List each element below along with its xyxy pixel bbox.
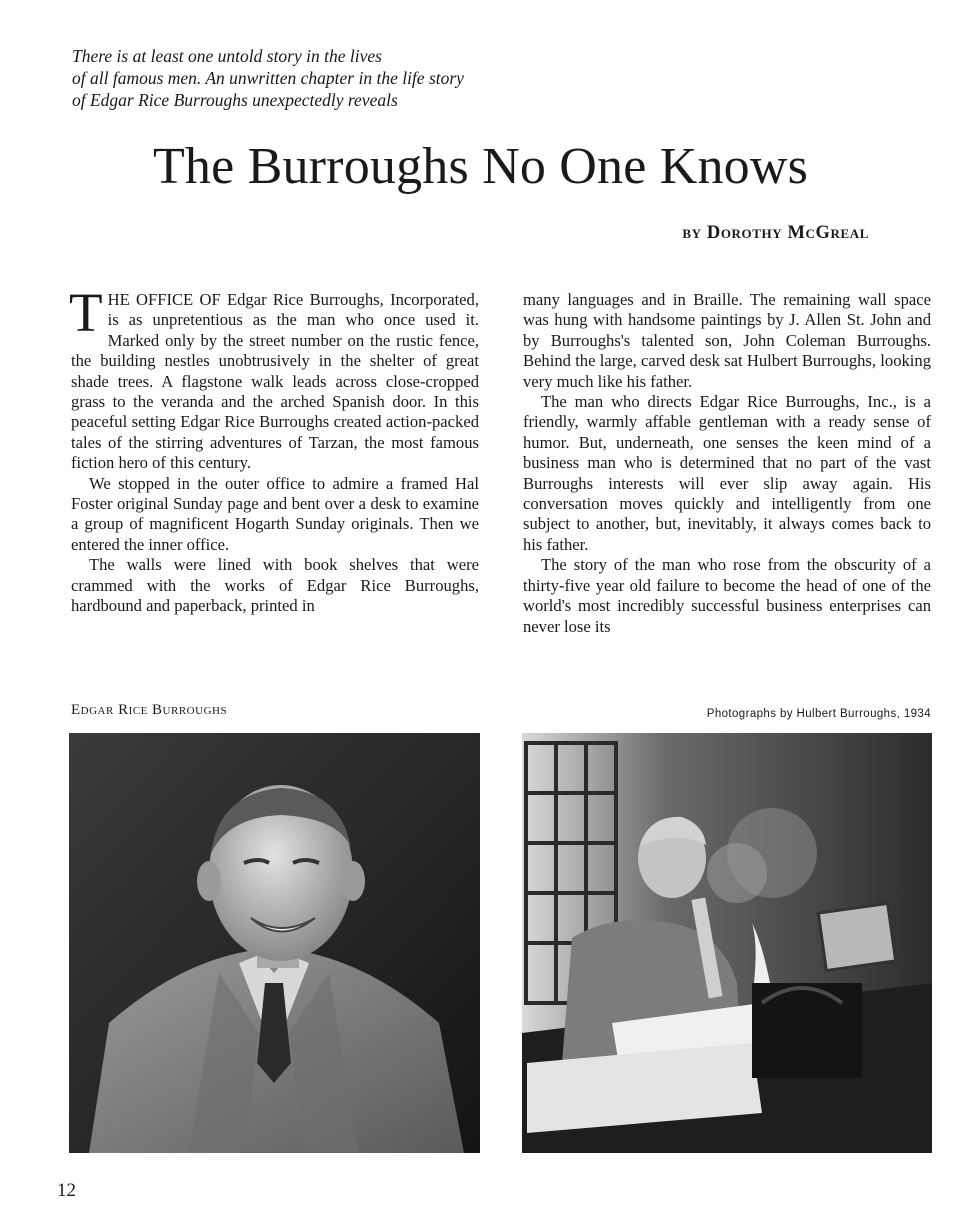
paragraph: The man who directs Edgar Rice Burroughs, Inc., is a friendly, warmly affable gentleman with a ready sense of humor. But, underneath, one senses the keen mind of a business man who is determined that no part of the vast Burroughs interests will ever slip away again. His conversation moves quickly and intelligently from one subject to another, but, inevitably, it always comes back to his father. bbox=[523, 392, 931, 554]
office-photo bbox=[522, 733, 932, 1153]
portrait-photo-image bbox=[69, 733, 480, 1153]
paragraph: We stopped in the outer office to admire a framed Hal Foster original Sunday page and bent over a desk to examine a group of magnificent Hogarth Sunday originals. Then we entered the inner office. bbox=[71, 473, 479, 554]
paragraph: many languages and in Braille. The remaining wall space was hung with handsome paintings by J. Allen St. John and by Burroughs's talented son, John Coleman Burroughs. Behind the large, carved desk sat Hulbert Burroughs, looking very much like his father. bbox=[523, 290, 931, 391]
office-photo-image bbox=[522, 733, 932, 1153]
text-column-left bbox=[69, 282, 479, 617]
drop-cap: T bbox=[69, 282, 103, 343]
paragraph: The walls were lined with book shelves that were crammed with the works of Edgar Rice Burroughs, hardbound and paperback, printed in bbox=[71, 555, 479, 616]
intro-line: There is at least one untold story in the lives bbox=[72, 46, 382, 66]
paragraph bbox=[69, 282, 479, 474]
photo-credit: Photographs by Hulbert Burroughs, 1934 bbox=[706, 708, 931, 720]
intro-line: of all famous men. An unwritten chapter in the life story bbox=[72, 68, 464, 88]
page-number: 12 bbox=[57, 1180, 76, 1201]
photo-caption: Edgar Rice Burroughs bbox=[71, 702, 228, 718]
byline: by Dorothy McGreal bbox=[682, 223, 869, 243]
intro-deck bbox=[72, 45, 632, 111]
paragraph-text: HE OFFICE OF Edgar Rice Burroughs, Incorporated, is as unpretentious as the man who once used it. Marked only by the street number on the rustic fence, the building nestles unobtrusively in the shelter of great shade trees. A flagstone walk leads across close-cropped grass to the veranda and the arched Spanish door. In this peaceful setting Edgar Rice Burroughs created action-packed tales of the stirring adventures of Tarzan, the most famous fiction hero of this century. bbox=[71, 290, 479, 473]
paragraph: The story of the man who rose from the obscurity of a thirty-five year old failure to become the head of one of the world's most incredibly successful business enterprises can never lose its bbox=[523, 555, 931, 636]
article-headline: The Burroughs No One Knows bbox=[152, 138, 809, 195]
text-column-right bbox=[523, 290, 931, 637]
portrait-photo bbox=[69, 733, 480, 1153]
intro-line: of Edgar Rice Burroughs unexpectedly reveals bbox=[72, 90, 398, 110]
